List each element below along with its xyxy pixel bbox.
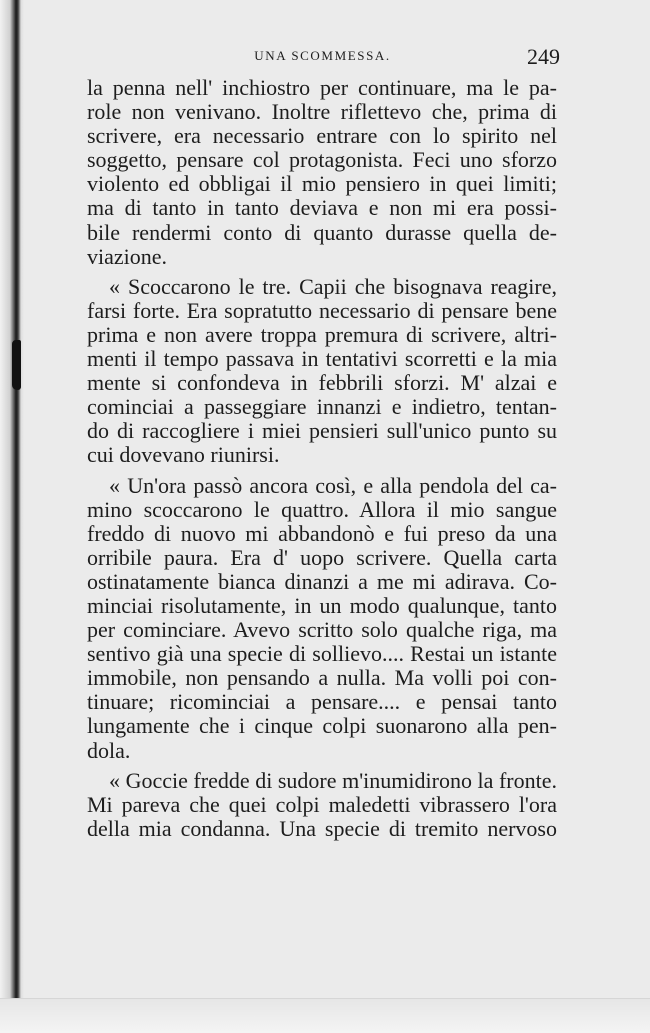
page-gutter: [0, 0, 24, 1033]
page-bottom-edge: [0, 998, 650, 1033]
page-number: 249: [527, 44, 560, 69]
text-line: scrivere, era necessario entrare con lo spirito nel: [87, 123, 557, 149]
text-line: prima e non avere troppa premura di scrivere, altri-: [87, 321, 557, 347]
text-line: cui dovevano riunirsi.: [87, 442, 280, 468]
text-line: viazione.: [87, 243, 168, 269]
text-line: violento ed obbligai il mio pensiero in quei limiti;: [87, 171, 557, 197]
text-line: lungamente che i cinque colpi suonarono alla pen-: [87, 713, 557, 739]
text-line: orribile paura. Era d' uopo scrivere. Quella carta: [87, 544, 557, 570]
text-line: freddo di nuovo mi abbandonò e fui preso da una: [87, 520, 557, 546]
text-line: soggetto, pensare col protagonista. Feci uno sforzo: [87, 147, 557, 173]
paragraph: [87, 275, 557, 468]
text-line: « Scoccarono le tre. Capii che bisognava reagire,: [109, 273, 557, 299]
text-line: do di raccogliere i miei pensieri sull'unico punto su: [87, 418, 557, 444]
text-line: ostinatamente bianca dinanzi a me mi adirava. Co-: [87, 568, 557, 594]
text-line: immobile, non pensando a nulla. Ma volli poi con-: [87, 665, 557, 691]
text-line: mino scoccarono le quattro. Allora il mio sangue: [87, 496, 557, 522]
paragraph: [87, 769, 557, 841]
text-line: della mia condanna. Una specie di tremito nervoso: [87, 815, 557, 841]
text-line: mente si confondeva in febbrili sforzi. M' alzai e: [87, 370, 557, 396]
paragraph: [87, 474, 557, 763]
text-line: role non venivano. Inoltre riflettevo che, prima di: [87, 99, 557, 125]
text-line: per cominciare. Avevo scritto solo qualche riga, ma: [87, 617, 557, 643]
text-line: Mi pareva che quei colpi maledetti vibrassero l'ora: [87, 791, 557, 817]
text-line: ma di tanto in tanto deviava e non mi era possi-: [87, 195, 557, 221]
page-header: [85, 44, 560, 74]
running-head: UNA SCOMMESSA.: [254, 48, 391, 63]
text-line: dola.: [87, 737, 131, 763]
body-text: [87, 76, 557, 841]
text-line: « Goccie fredde di sudore m'inumidirono la fronte.: [109, 767, 557, 793]
text-line: cominciai a passeggiare innanzi e indietro, tentan-: [87, 394, 557, 420]
text-line: minciai risolutamente, in un modo qualunque, tanto: [87, 592, 557, 618]
scan-mark: [12, 340, 21, 390]
text-line: bile rendermi conto di quanto durasse quella de-: [87, 219, 557, 245]
text-line: sentivo già una specie di sollievo.... Restai un istante: [87, 641, 557, 667]
text-line: farsi forte. Era sopratutto necessario di pensare bene: [87, 297, 557, 323]
text-line: « Un'ora passò ancora così, e alla pendola del ca-: [109, 472, 557, 498]
paragraph: [87, 76, 557, 269]
text-line: tinuare; ricominciai a pensare.... e pensai tanto: [87, 689, 557, 715]
text-line: la penna nell' inchiostro per continuare, ma le pa-: [87, 75, 557, 100]
text-line: menti il tempo passava in tentativi scorretti e la mia: [87, 346, 557, 372]
